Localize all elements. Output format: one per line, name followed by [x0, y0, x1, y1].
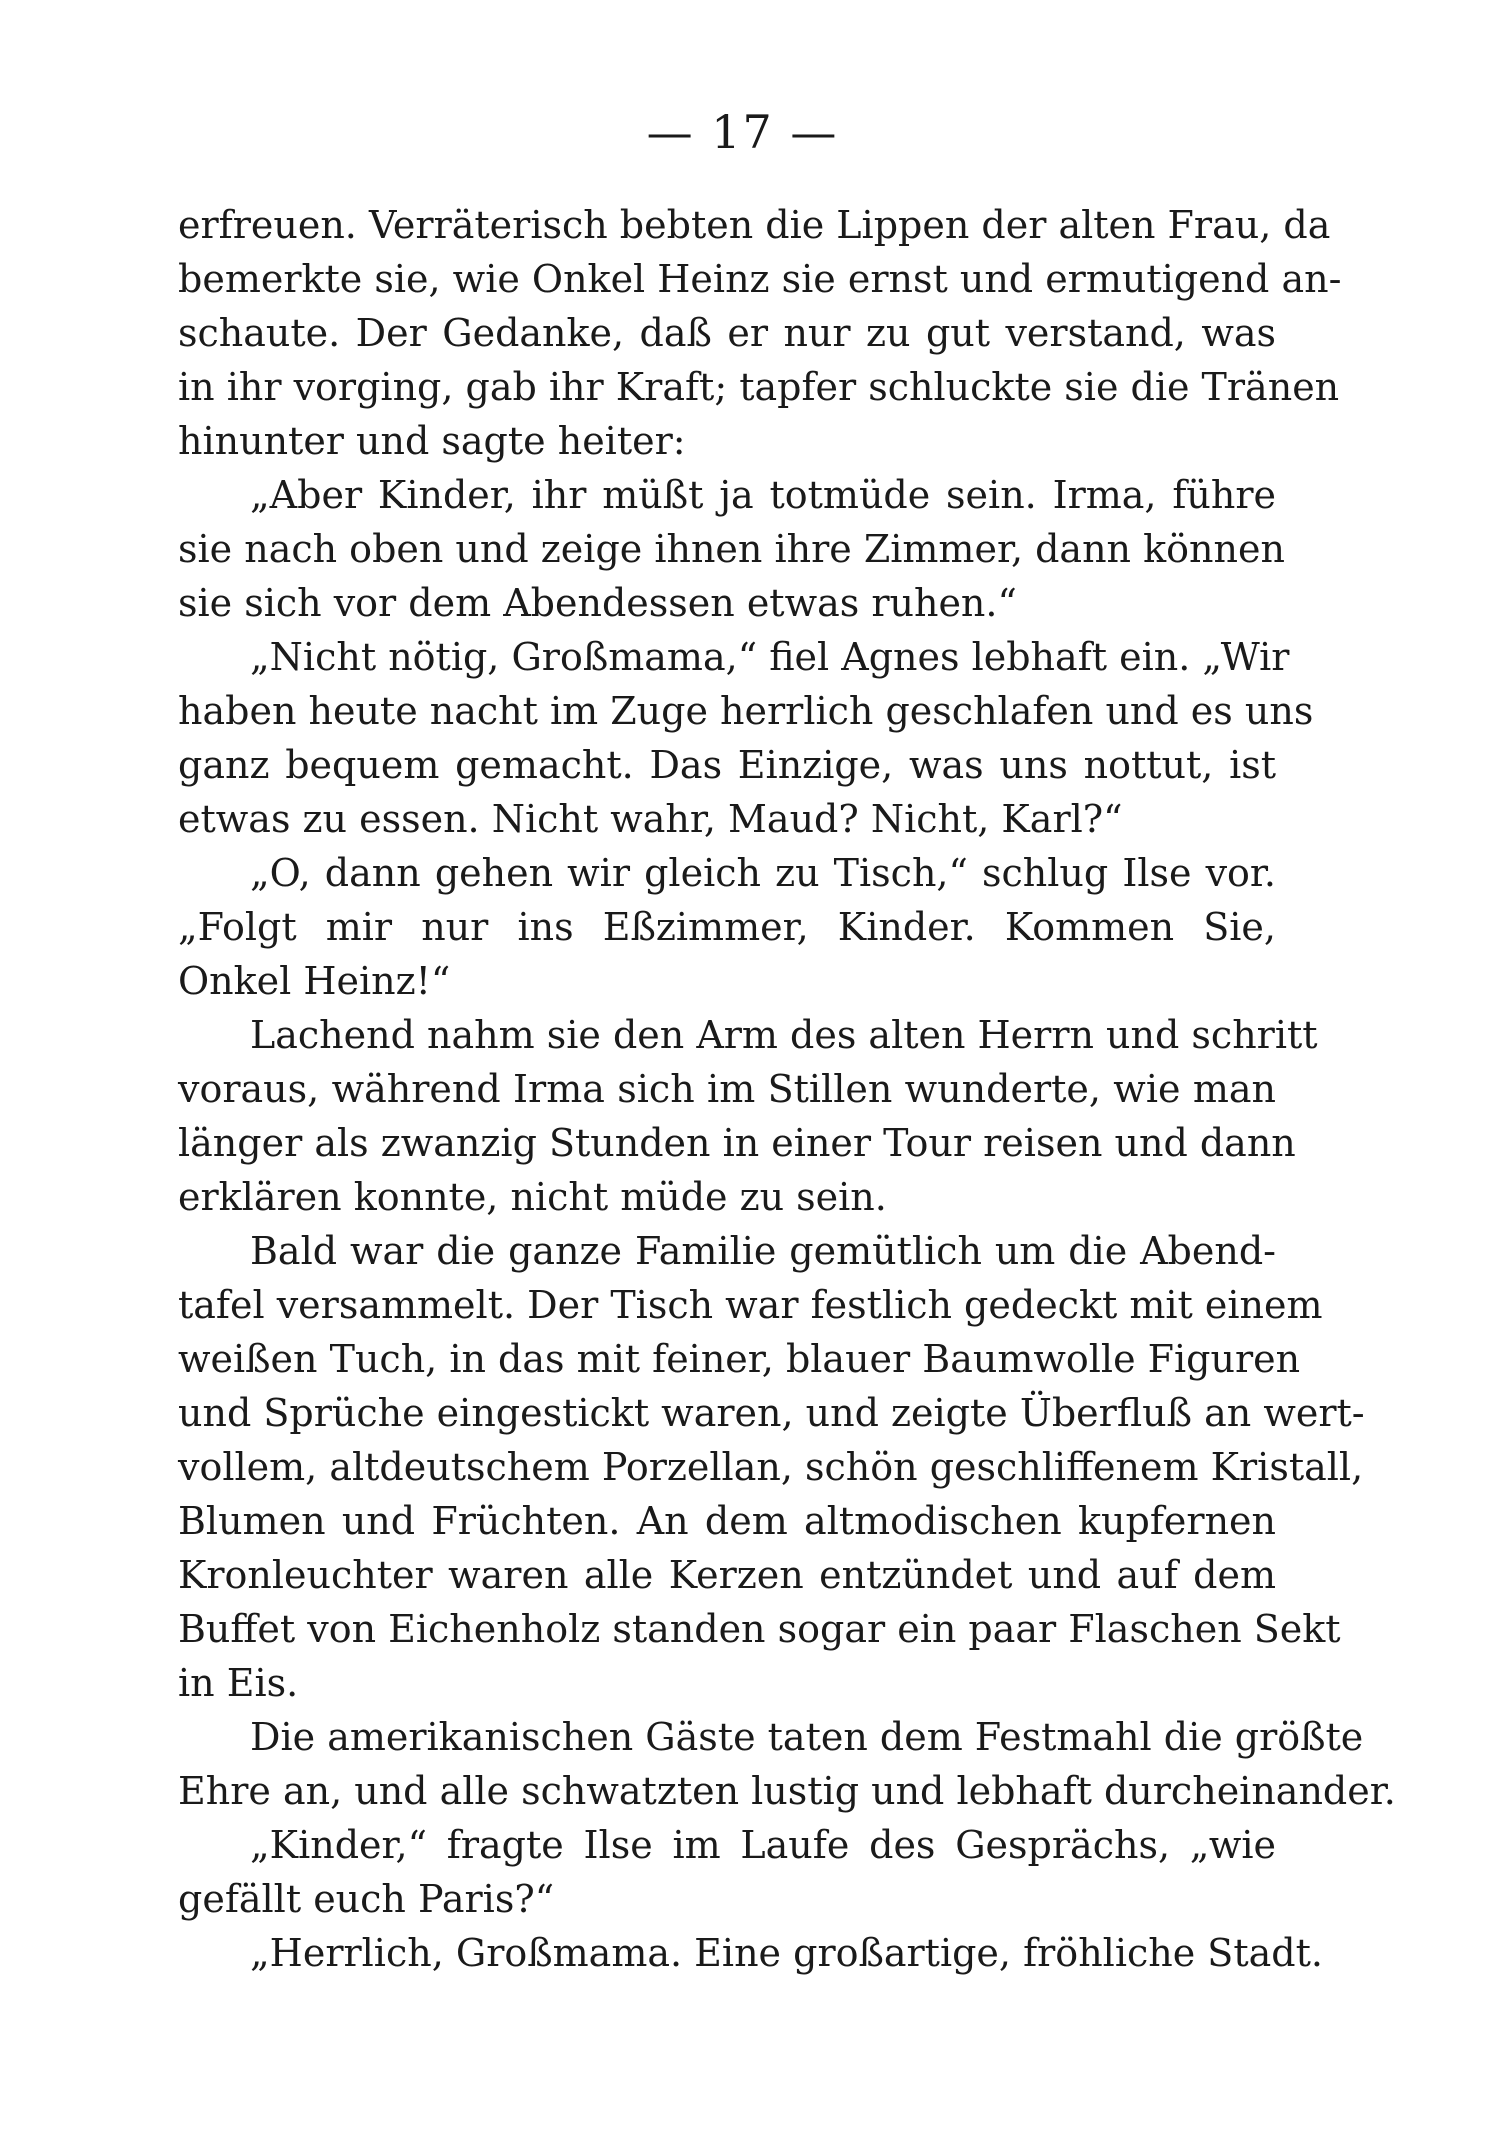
- text-line: schaute. Der Gedanke, daß er nur zu gut verstand, was: [178, 311, 1276, 355]
- text-line: Buffet von Eichenholz standen sogar ein paar Flaschen Sekt: [178, 1607, 1341, 1651]
- text-line: Die amerikanischen Gäste taten dem Festmahl die größte: [250, 1715, 1364, 1759]
- text-line: gefällt euch Paris?“: [178, 1877, 555, 1921]
- text-line: „Herrlich, Großmama. Eine großartige, fröhliche Stadt.: [250, 1931, 1323, 1975]
- text-line: etwas zu essen. Nicht wahr, Maud? Nicht, Karl?“: [178, 797, 1123, 841]
- page-number: — 17 —: [646, 105, 839, 159]
- text-line: erklären konnte, nicht müde zu sein.: [178, 1175, 887, 1219]
- text-line: Blumen und Früchten. An dem altmodischen kupfernen: [178, 1499, 1276, 1543]
- text-line: hinunter und sagte heiter:: [178, 419, 686, 463]
- text-line: „O, dann gehen wir gleich zu Tisch,“ schlug Ilse vor.: [250, 851, 1276, 895]
- text-line: Lachend nahm sie den Arm des alten Herrn und schritt: [250, 1013, 1318, 1057]
- text-line: „Folgt mir nur ins Eßzimmer, Kinder. Kommen Sie,: [178, 905, 1276, 949]
- text-line: sie sich vor dem Abendessen etwas ruhen.“: [178, 581, 1017, 625]
- text-line: voraus, während Irma sich im Stillen wunderte, wie man: [178, 1067, 1276, 1111]
- text-line: erfreuen. Verräterisch bebten die Lippen der alten Frau, da: [178, 203, 1331, 247]
- text-line: Bald war die ganze Familie gemütlich um die Abend-: [250, 1229, 1276, 1273]
- text-line: in Eis.: [178, 1661, 299, 1705]
- text-line: vollem, altdeutschem Porzellan, schön geschliffenem Kristall,: [178, 1445, 1364, 1489]
- text-line: sie nach oben und zeige ihnen ihre Zimmer, dann können: [178, 527, 1285, 571]
- text-line: Onkel Heinz!“: [178, 959, 451, 1003]
- text-line: haben heute nacht im Zuge herrlich geschlafen und es uns: [178, 689, 1314, 733]
- text-line: „Nicht nötig, Großmama,“ fiel Agnes lebhaft ein. „Wir: [250, 635, 1290, 679]
- body-text: [178, 198, 1396, 1980]
- text-line: weißen Tuch, in das mit feiner, blauer Baumwolle Figuren: [178, 1337, 1301, 1381]
- text-line: ganz bequem gemacht. Das Einzige, was uns nottut, ist: [178, 743, 1276, 787]
- text-line: bemerkte sie, wie Onkel Heinz sie ernst und ermutigend an-: [178, 257, 1342, 301]
- text-line: in ihr vorging, gab ihr Kraft; tapfer schluckte sie die Tränen: [178, 365, 1340, 409]
- text-line: „Aber Kinder, ihr müßt ja totmüde sein. Irma, führe: [250, 473, 1276, 517]
- text-line: „Kinder,“ fragte Ilse im Laufe des Gesprächs, „wie: [250, 1823, 1276, 1867]
- text-line: länger als zwanzig Stunden in einer Tour reisen und dann: [178, 1121, 1296, 1165]
- text-line: und Sprüche eingestickt waren, und zeigte Überfluß an wert-: [178, 1391, 1365, 1435]
- text-line: Ehre an, und alle schwatzten lustig und lebhaft durcheinander.: [178, 1769, 1396, 1813]
- text-line: tafel versammelt. Der Tisch war festlich gedeckt mit einem: [178, 1283, 1323, 1327]
- text-line: Kronleuchter waren alle Kerzen entzündet und auf dem: [178, 1553, 1276, 1597]
